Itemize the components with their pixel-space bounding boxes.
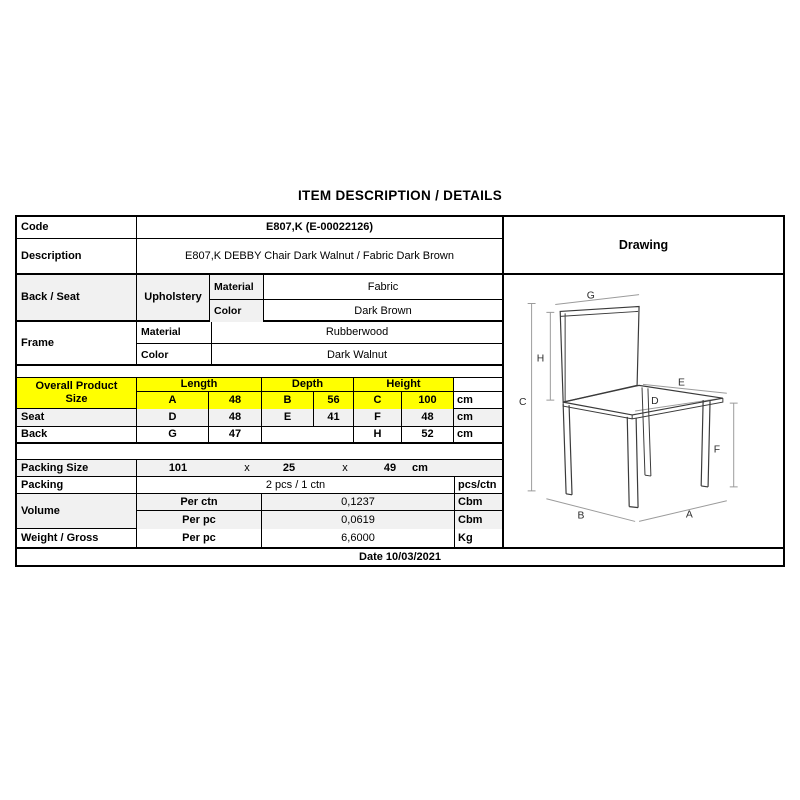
seat-size-row	[17, 409, 502, 427]
upholstery-subtable	[210, 275, 502, 320]
table-row	[17, 322, 502, 366]
color-value: Dark Brown	[354, 304, 412, 317]
dim-key: D	[137, 409, 209, 426]
dim-key: B	[262, 392, 314, 409]
dim-label-e: E	[678, 377, 685, 389]
dim-label-d: D	[651, 396, 659, 408]
table-row	[137, 378, 502, 392]
dim-value: 100	[402, 392, 454, 409]
seat-label: Seat	[17, 409, 137, 426]
height-header: Height	[354, 378, 454, 391]
dim-key: G	[137, 427, 209, 442]
packing-size-row	[17, 460, 502, 477]
back-seat-label: Back / Seat	[17, 275, 137, 320]
depth-header: Depth	[262, 378, 354, 391]
unit-cell: cm	[454, 409, 502, 426]
item-details-table	[15, 215, 785, 567]
empty-cell	[262, 427, 354, 442]
dim-value: 47	[209, 427, 262, 442]
packing-row	[17, 477, 502, 494]
table-row	[210, 300, 502, 322]
size-header-cols	[137, 378, 502, 408]
code-label: Code	[17, 217, 137, 238]
drawing-panel	[502, 217, 783, 549]
unit-cell: Cbm	[455, 494, 502, 510]
dim-value: 56	[314, 392, 354, 409]
color-value: Dark Walnut	[326, 348, 388, 361]
table-row	[137, 511, 502, 529]
packing-dim: 101	[168, 461, 188, 474]
back-label: Back	[17, 427, 137, 442]
dim-value: 48	[209, 409, 262, 426]
weight-row	[17, 529, 502, 549]
packing-label: Packing	[17, 477, 137, 493]
dim-key: F	[354, 409, 402, 426]
packing-unit: cm	[412, 461, 428, 474]
dim-value: 52	[402, 427, 454, 442]
spacer-row	[17, 444, 502, 460]
volume-value: 0,0619	[262, 511, 455, 529]
table-row	[137, 322, 502, 344]
length-header: Length	[137, 378, 262, 391]
table-row	[137, 392, 502, 409]
frame-subtable	[137, 322, 502, 364]
packing-size-label: Packing Size	[17, 460, 137, 476]
unit-cell: cm	[457, 394, 473, 407]
color-label: Color	[137, 344, 212, 366]
size-header-row	[17, 378, 502, 409]
dim-key: A	[137, 392, 209, 409]
spacer-row	[17, 366, 502, 378]
packing-size-values	[137, 460, 502, 476]
description-label: Description	[17, 239, 137, 273]
dim-label-c: C	[518, 397, 527, 409]
date-row	[17, 549, 783, 565]
volume-rows	[17, 494, 502, 529]
per-label: Per pc	[137, 529, 262, 547]
unit-cell: Kg	[458, 531, 473, 544]
table-row	[17, 217, 502, 239]
unit-cell: pcs/ctn	[458, 478, 497, 491]
packing-dim: 25	[282, 461, 296, 474]
material-value: Rubberwood	[325, 326, 389, 339]
packing-sep: x	[342, 461, 348, 474]
table-row	[137, 494, 502, 511]
material-label: Material	[137, 322, 212, 343]
volume-subtable	[137, 494, 502, 528]
page-title: ITEM DESCRIPTION / DETAILS	[297, 188, 503, 203]
description-value: E807,K DEBBY Chair Dark Walnut / Fabric Dark Brown	[185, 249, 454, 262]
dim-label-h: H	[536, 353, 545, 365]
dim-label-g: G	[586, 290, 595, 302]
table-row	[210, 275, 502, 300]
material-label: Material	[210, 275, 264, 299]
drawing-title: Drawing	[504, 217, 783, 275]
color-label: Color	[210, 300, 264, 322]
dim-label-f: F	[713, 444, 721, 456]
back-size-row	[17, 427, 502, 444]
dim-label-a: A	[685, 509, 693, 521]
weight-label: Weight / Gross	[17, 529, 137, 547]
dimension-labels	[519, 291, 720, 522]
dimension-lines	[528, 295, 738, 522]
packing-value: 2 pcs / 1 ctn	[137, 477, 455, 493]
code-value: E807,K (E-00022126)	[265, 221, 373, 234]
details-rows	[17, 217, 502, 549]
frame-label: Frame	[17, 322, 137, 364]
chair-drawing	[504, 275, 783, 547]
upholstery-label: Upholstery	[137, 275, 210, 320]
material-value: Fabric	[367, 280, 399, 293]
dim-label-b: B	[577, 510, 585, 522]
dim-value: 48	[402, 409, 454, 426]
volume-label: Volume	[17, 494, 137, 528]
weight-value: 6,6000	[262, 529, 455, 547]
table-row	[17, 239, 502, 275]
dim-value: 48	[209, 392, 262, 409]
packing-dim: 49	[383, 461, 397, 474]
table-row	[137, 344, 502, 366]
per-label: Per ctn	[137, 494, 262, 510]
unit-cell: Cbm	[455, 511, 502, 529]
dim-key: H	[354, 427, 402, 442]
size-header-label: Overall Product Size	[17, 378, 137, 408]
chair-outline	[560, 306, 723, 507]
unit-cell: cm	[457, 428, 473, 441]
dim-key: C	[354, 392, 402, 409]
volume-value: 0,1237	[262, 494, 455, 510]
packing-sep: x	[244, 461, 250, 474]
empty-cell	[454, 378, 502, 391]
table-row	[17, 275, 502, 322]
dim-value: 41	[314, 409, 354, 426]
per-label: Per pc	[137, 511, 262, 529]
dim-key: E	[262, 409, 314, 426]
date-value: Date 10/03/2021	[359, 551, 441, 563]
